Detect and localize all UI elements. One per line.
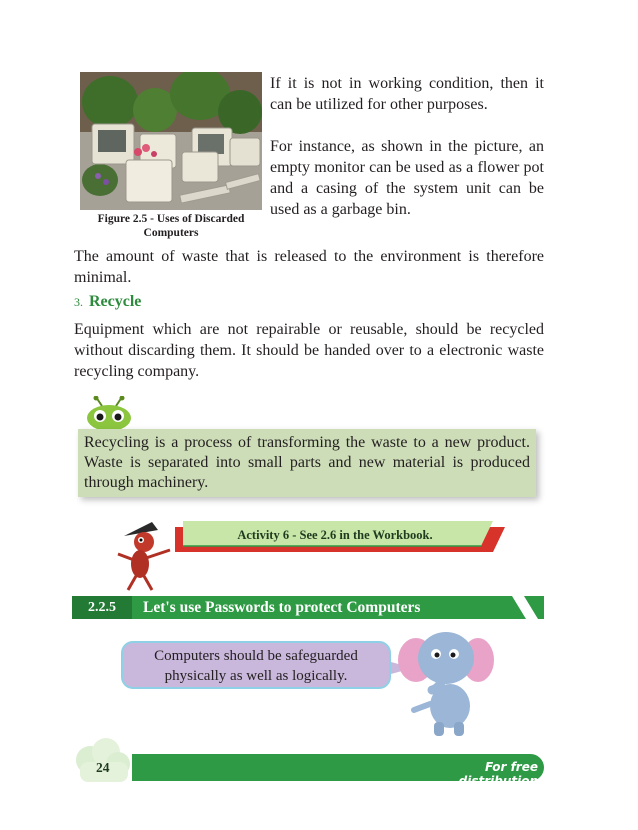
recycle-heading-number: 3. [74,295,83,309]
speech-bubble-text: Computers should be safeguarded physically as well as logically. [154,648,358,684]
recycling-definition-box [78,429,536,497]
section-number: 2.2.5 [72,596,132,619]
section-title: Let's use Passwords to protect Computers [143,599,421,616]
bug-mascot-icon [84,396,134,432]
paragraph-minimal-waste: The amount of waste that is released to the environment is therefore minimal. [74,248,544,286]
footer-distribution-text: For free distribution [458,760,538,788]
recycle-heading-title: Recycle [89,293,142,310]
page-number: 24 [96,760,110,775]
paragraph-not-working: If it is not in working condition, then it can be utilized for other purposes. [270,75,544,113]
paragraph-example-flower-pot: For instance, as shown in the picture, an empty monitor can be used as a flower pot and a casing of the system unit can be used as a garbage bin. [270,138,544,218]
recycling-definition-text: Recycling is a process of transforming the waste to a new product. Waste is separated into small parts and new material is produced through machinery. [84,434,530,491]
recycle-heading [74,293,141,311]
speech-bubble [121,641,391,689]
plant-monitors-illustration [80,72,262,210]
elephant-mascot-icon [396,626,496,738]
paragraph-recycle-description: Equipment which are not repairable or reusable, should be recycled without discarding them. It should be handed over to a electronic waste recycling company. [74,321,544,380]
figure-photo-discarded-computers [80,72,262,210]
activity-label: Activity 6 - See 2.6 in the Workbook. [237,528,433,542]
ant-mascot-icon [112,520,176,592]
figure-caption: Figure 2.5 - Uses of Discarded Computers [97,213,245,239]
